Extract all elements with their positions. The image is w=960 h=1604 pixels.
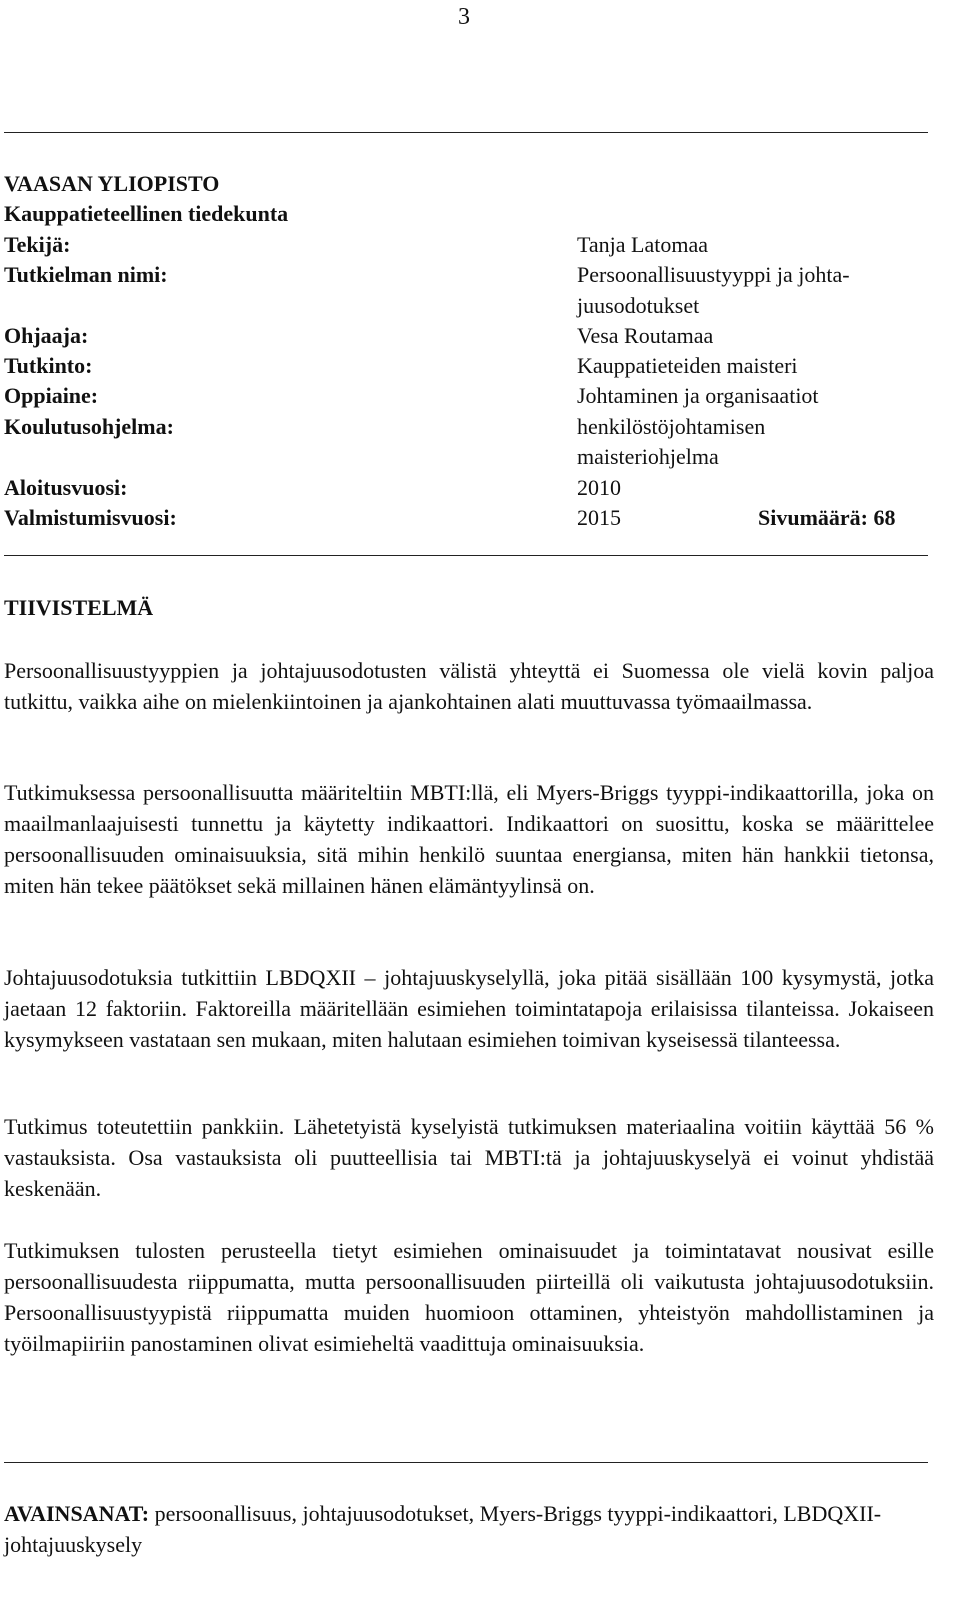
bottom-divider <box>4 1462 928 1463</box>
abstract-paragraph: Tutkimus toteutettiin pankkiin. Lähetetyistä kyselyistä tutkimuksen materiaalina voitiin käyttää 56 % vastauksista. Osa vastauksista oli puutteellisia tai MBTI:tä ja johtajuuskyselyä ei voinut yhdistää keskenään. <box>4 1114 934 1201</box>
degree-label: Tutkinto: <box>4 353 93 378</box>
thesis-title-label: Tutkielman nimi: <box>4 262 168 287</box>
thesis-title-line1: Persoonallisuustyyppi ja johta- <box>577 262 850 287</box>
graduation-year-label: Valmistumisvuosi: <box>4 505 177 530</box>
abstract-paragraph: Johtajuusodotuksia tutkittiin LBDQXII – johtajuuskyselyllä, joka pitää sisällään 100 kysymystä, jotka jaetaan 12 faktoriin. Faktoreilla määritellään esimiehen toimintatapoja erilaisissa tilanteissa. Jokaiseen kysymykseen vastataan sen mukaan, miten halutaan esimiehen toimivan kyseisessä tilanteessa. <box>4 965 934 1052</box>
university-name: VAASAN YLIOPISTO <box>4 171 220 196</box>
major-label: Oppiaine: <box>4 383 99 408</box>
page-count <box>758 503 896 534</box>
programme-label: Koulutusohjelma: <box>4 414 174 439</box>
top-divider <box>4 132 928 133</box>
programme-line2: maisteriohjelma <box>577 444 719 469</box>
degree-value: Kauppatieteiden maisteri <box>577 353 798 378</box>
programme-line1: henkilöstöjohtamisen <box>577 414 766 439</box>
abstract-paragraph: Persoonallisuustyyppien ja johtajuusodotusten välistä yhteyttä ei Suomessa ole vielä kovin paljoa tutkittu, vaikka aihe on mielenkiintoinen ja ajankohtainen alati muuttuvassa työmaailmassa. <box>4 658 934 714</box>
author-value: Tanja Latomaa <box>577 232 709 257</box>
abstract-heading: TIIVISTELMÄ <box>4 595 154 620</box>
thesis-title-line2: juusodotukset <box>577 293 700 318</box>
keywords-text: persoonallisuus, johtajuusodotukset, Myers-Briggs tyyppi-indikaattori, LBDQXII-johtajuuskysely <box>4 1501 882 1557</box>
abstract-paragraph: Tutkimuksessa persoonallisuutta määriteltiin MBTI:llä, eli Myers-Briggs tyyppi-indikaattorilla, joka on maailmanlaajuisesti tunnettu ja käytetty indikaattori. Indikaattori on suosittu, koska se määrittelee persoonallisuuden ominaisuuksia, sitä mihin henkilö suuntaa energiansa, miten hän hankkii tietonsa, miten hän tekee päätökset sekä millainen hänen elämäntyylinsä on. <box>4 780 934 898</box>
page-count-label: Sivumäärä: <box>758 505 868 530</box>
graduation-year-value: 2015 <box>577 505 621 530</box>
author-label: Tekijä: <box>4 232 71 257</box>
start-year-value: 2010 <box>577 475 621 500</box>
middle-divider <box>4 555 928 556</box>
keywords-block <box>4 1498 904 1560</box>
start-year-label: Aloitusvuosi: <box>4 475 128 500</box>
abstract-paragraph: Tutkimuksen tulosten perusteella tietyt esimiehen ominaisuudet ja toimintatavat nousivat esille persoonallisuudesta riippumatta, mutta persoonallisuuden piirteillä oli vaikutusta johtajuusodotuksiin. Persoonallisuustyypistä riippumatta muiden huomioon ottaminen, yhteistyön mahdollistaminen ja työilmapiiriin panostaminen olivat esimieheltä vaadittuja ominaisuuksia. <box>4 1238 934 1356</box>
keywords-label: AVAINSANAT: <box>4 1501 150 1526</box>
page-count-value: 68 <box>873 505 896 530</box>
supervisor-label: Ohjaaja: <box>4 323 89 348</box>
supervisor-value: Vesa Routamaa <box>577 323 714 348</box>
major-value: Johtaminen ja organisaatiot <box>577 383 819 408</box>
page-number: 3 <box>458 4 470 30</box>
faculty-name: Kauppatieteellinen tiedekunta <box>4 201 289 226</box>
